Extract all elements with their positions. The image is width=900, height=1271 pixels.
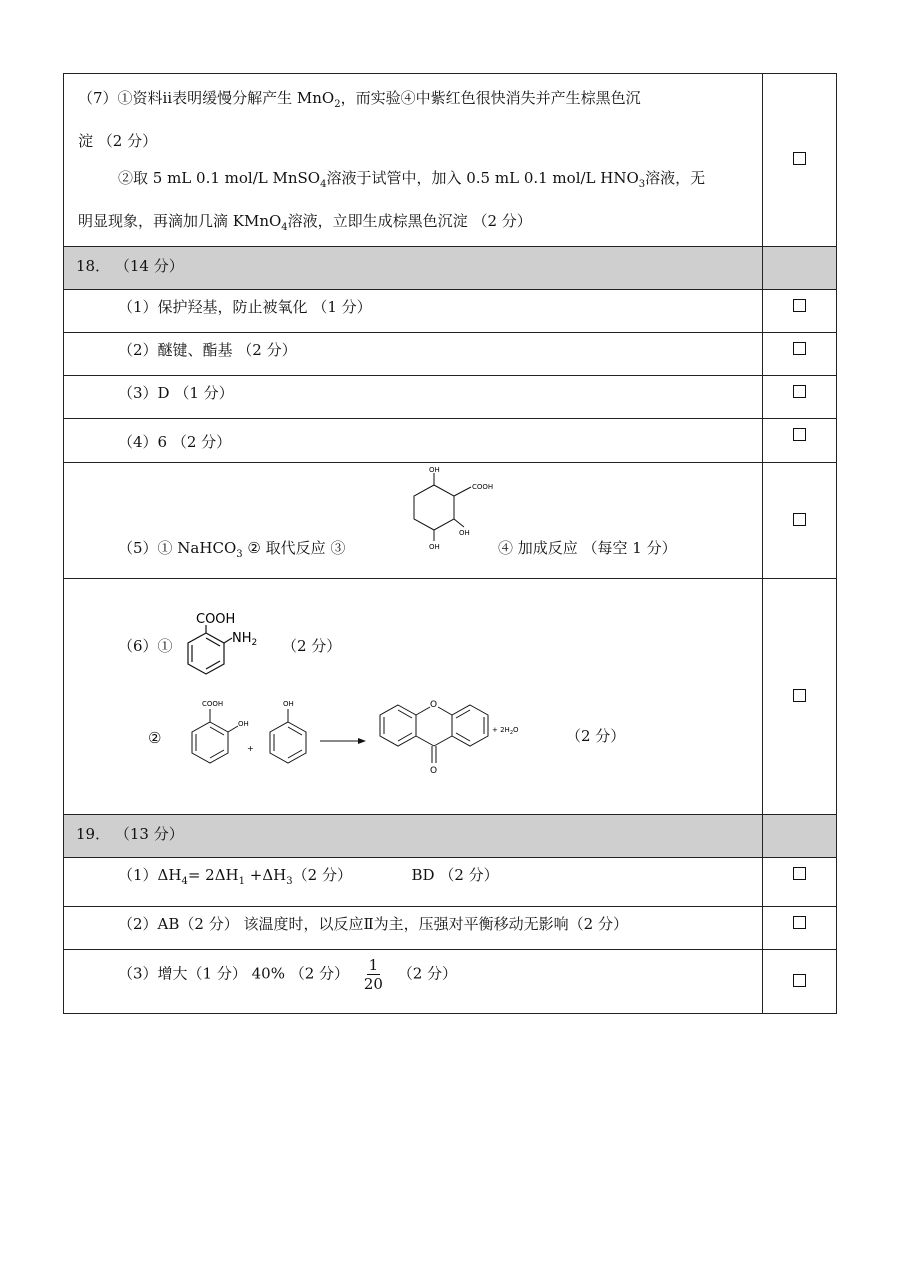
- q17-part7-checkbox-cell: [763, 74, 837, 247]
- checkbox[interactable]: [793, 299, 806, 312]
- q18-part5-text-left: （5）① NaHCO$_3$ ② 取代反应 ③: [118, 539, 346, 560]
- oh-label: OH: [238, 720, 249, 728]
- q17-part7-line2: 淀 （2 分）: [78, 132, 158, 150]
- q18-part1-text: （1）保护羟基，防止被氧化 （1 分）: [118, 298, 372, 316]
- oh-label: OH: [429, 466, 440, 474]
- q18-part4-text: （4）6 （2 分）: [118, 433, 232, 451]
- row-q18-part6: [64, 579, 837, 815]
- cooh-label: COOH: [202, 700, 224, 708]
- checkbox[interactable]: [793, 916, 806, 929]
- checkbox[interactable]: [793, 689, 806, 702]
- row-q18-part5: [64, 463, 837, 579]
- row-q18-part4: [64, 419, 837, 463]
- q18-part6-score1: （2 分）: [282, 637, 342, 655]
- row-q18-part1: [64, 290, 837, 333]
- q17-part7-line1: （7）①资料ⅱ表明缓慢分解产生 MnO$_2$，而实验④中紫红色很快消失并产生棕黑色沉: [78, 89, 641, 110]
- q19-header: 19． （13 分）: [64, 815, 763, 858]
- row-q19-part3: [64, 950, 837, 1014]
- checkbox[interactable]: [793, 385, 806, 398]
- checkbox[interactable]: [793, 974, 806, 987]
- answer-table: [63, 73, 837, 1014]
- water-label: + $2H_2O$: [492, 726, 519, 736]
- checkbox[interactable]: [793, 867, 806, 880]
- plus-sign: +: [247, 744, 254, 753]
- oxygen-label: O: [430, 700, 438, 710]
- arrow-icon: [358, 738, 366, 744]
- checkbox[interactable]: [793, 152, 806, 165]
- aminobenzoic-acid-structure: [182, 609, 262, 679]
- q18-part2-text: （2）醚键、酯基 （2 分）: [118, 341, 297, 359]
- q18-part5-text-right: ④ 加成反应 （每空 1 分）: [498, 539, 677, 557]
- q17-part7-cell: [64, 74, 763, 247]
- q17-part7-line3: ②取 5 mL 0.1 mol/L MnSO$_4$溶液于试管中，加入 0.5 mL 0.1 mol/L $HNO_3$溶液，无: [118, 169, 706, 190]
- row-q19-part1: [64, 858, 837, 907]
- q18-part6-score2: （2 分）: [566, 727, 626, 745]
- cooh-label: COOH: [472, 483, 494, 491]
- oh-label: OH: [429, 543, 440, 551]
- oh-label: OH: [283, 700, 294, 708]
- oxygen-label: O: [430, 766, 438, 776]
- q18-part6-label1: （6）①: [118, 637, 173, 655]
- q18-header: 18． （14 分）: [64, 247, 763, 290]
- q17-part7-line4: 明显现象，再滴加几滴 KMnO$_4$溶液，立即生成棕黑色沉淀 （2 分）: [78, 212, 532, 233]
- q19-part2-text: （2）AB（2 分） 该温度时，以反应Ⅱ为主，压强对平衡移动无影响（2 分）: [118, 915, 628, 933]
- row-q18-header: [64, 247, 837, 290]
- row-q18-part2: [64, 333, 837, 376]
- fraction: $\frac{1}{20}$: [363, 956, 383, 993]
- xanthone-structure: [368, 687, 558, 777]
- row-q17-part7: [64, 74, 837, 247]
- oh-label: OH: [459, 529, 470, 537]
- q19-part3-text: （3）增大（1 分） 40% （2 分） $\frac{1}{20}$ （2 分）: [118, 956, 458, 993]
- checkbox[interactable]: [793, 342, 806, 355]
- row-q19-header: [64, 815, 837, 858]
- checkbox[interactable]: [793, 513, 806, 526]
- checkbox[interactable]: [793, 428, 806, 441]
- q19-part1-text: $(1)\Delta H_4= 2\Delta H_1 +\Delta H_3(2$ 分） BD （2 分）: [118, 866, 499, 887]
- q18-part3-text: （3）D （1 分）: [118, 384, 234, 402]
- cooh-label: COOH: [196, 612, 236, 627]
- cyclohexane-structure: [389, 463, 494, 553]
- nh2-label: $NH_2$: [232, 631, 258, 648]
- q18-part6-label2: ②: [148, 729, 162, 747]
- row-q18-part3: [64, 376, 837, 419]
- row-q19-part2: [64, 907, 837, 950]
